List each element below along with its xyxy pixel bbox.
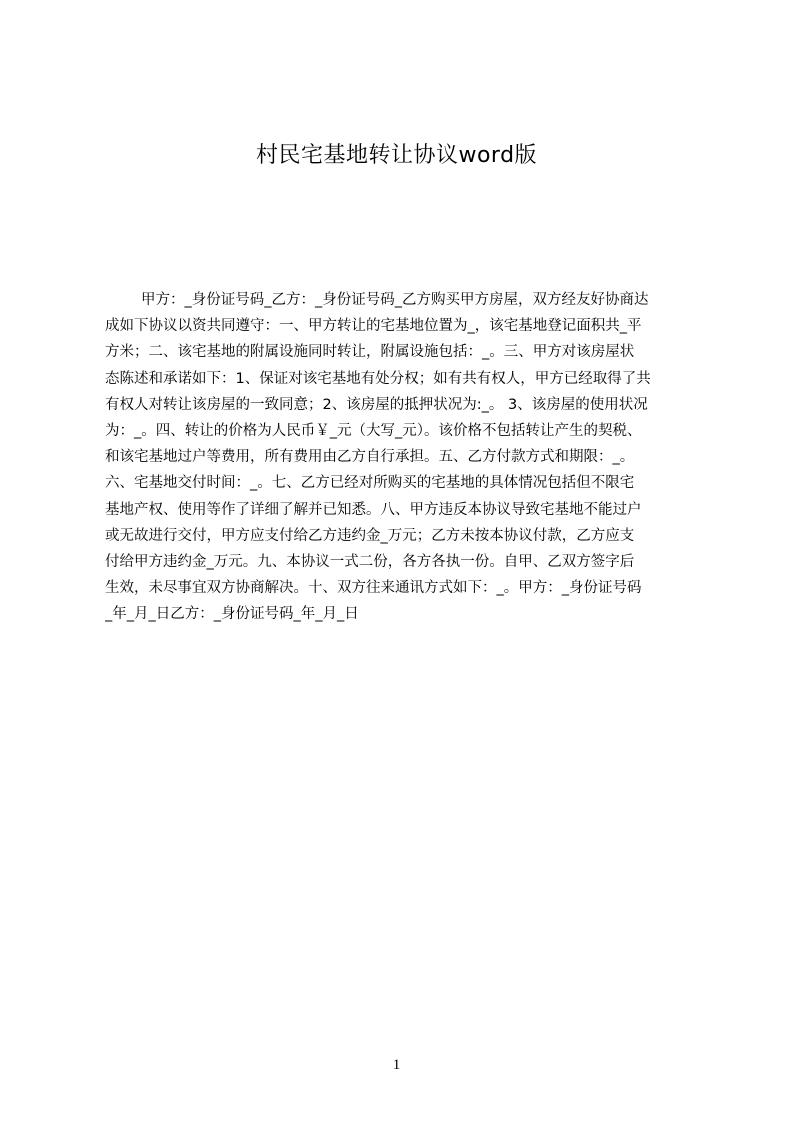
body-line: 或无故进行交付，甲方应支付给乙方违约金_万元；乙方未按本协议付款，乙方应支 [105, 527, 635, 544]
body-line: 基地产权、使用等作了详细了解并已知悉。八、甲方违反本协议导致宅基地不能过户 [105, 501, 642, 518]
body-line: _年_月_日乙方：_身份证号码_年_月_日 [105, 606, 359, 623]
page-number: 1 [392, 1057, 401, 1073]
body-line: 付给甲方违约金_万元。九、本协议一式二份，各方各执一份。自甲、乙双方签字后 [105, 553, 635, 570]
document-title: 村民宅基地转让协议word版 [255, 143, 538, 168]
body-line: 生效，未尽事宜双方协商解决。十、双方往来通讯方式如下：_。甲方：_身份证号码 [105, 580, 642, 597]
body-line: 和该宅基地过户等费用，所有费用由乙方自行承担。五、乙方付款方式和期限：_。 [105, 449, 635, 466]
body-line: 态陈述和承诺如下：1、保证对该宅基地有处分权；如有共有权人，甲方已经取得了共 [105, 370, 651, 387]
body-line: 六、宅基地交付时间：_。七、乙方已经对所购买的宅基地的具体情况包括但不限宅 [105, 475, 635, 492]
body-line: 有权人对转让该房屋的一致同意；2、该房屋的抵押状况为:_。 3、该房屋的使用状况 [105, 396, 648, 413]
body-line: 为：_。四、转让的价格为人民币￥_元（大写_元）。该价格不包括转让产生的契税、 [105, 422, 642, 439]
body-line: 甲方：_身份证号码_乙方：_身份证号码_乙方购买甲方房屋，双方经友好协商达 [141, 292, 649, 308]
document-body [105, 287, 700, 627]
body-line: 成如下协议以资共同遵守：一、甲方转让的宅基地位置为_，该宅基地登记面积共_平 [105, 318, 642, 335]
body-line: 方米；二、该宅基地的附属设施同时转让，附属设施包括：_。三、甲方对该房屋状 [105, 344, 635, 361]
